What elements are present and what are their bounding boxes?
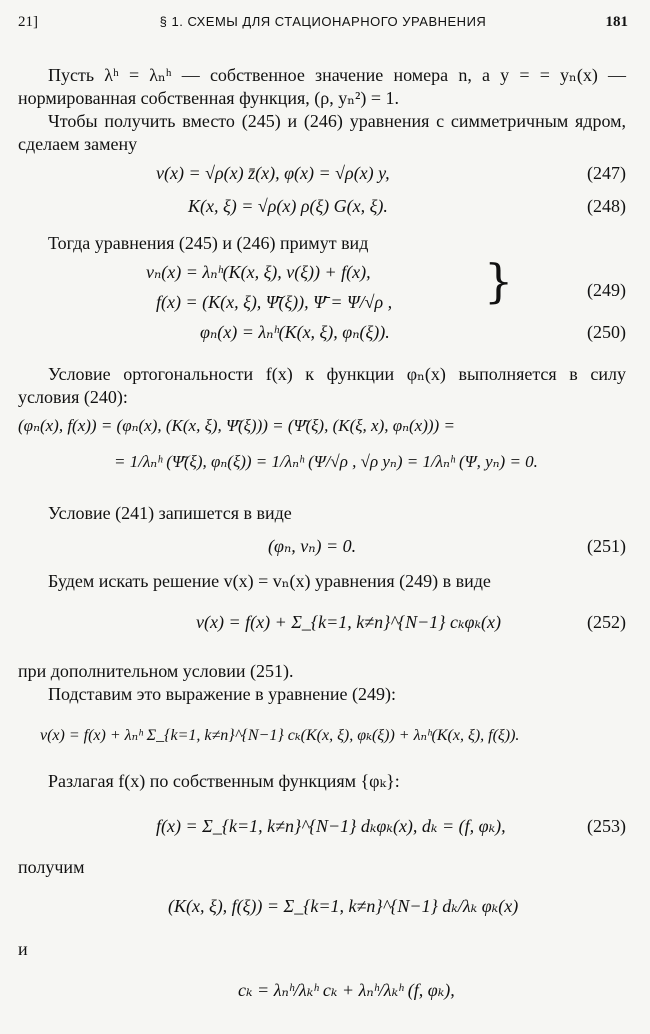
equation-body: f(x) = (K(x, ξ), Ψ̄(ξ)), Ψ̄ = Ψ/√ρ ,	[156, 292, 393, 312]
equation-body: (K(x, ξ), f(ξ)) = Σ_{k=1, k≠n}^{N−1} dₖ/λₖ φₖ(x)	[168, 896, 519, 916]
equation-number: (251)	[587, 536, 626, 556]
brace: }	[484, 254, 514, 308]
paragraph-condition-241: Условие (241) запишется в виде	[48, 503, 292, 523]
equation-body: cₖ = λₙʰ/λₖʰ cₖ + λₙʰ/λₖʰ (f, φₖ),	[238, 980, 455, 1000]
paragraph-orthogonality: Условие ортогональности f(x) к функции φₙ(x) выполняется в силу условия (240):	[18, 364, 626, 407]
equation-253	[18, 816, 626, 842]
equation-body: vₙ(x) = λₙʰ(K(x, ξ), v(ξ)) + f(x),	[146, 262, 371, 282]
equation-substituted	[18, 725, 626, 751]
paragraph-eigenvalue: Пусть λʰ = λₙʰ — собственное значение номера n, а y = = yₙ(x) — нормированная собственная функция, (ρ, yₙ²) = 1.	[18, 65, 626, 108]
paragraph-substitution: Чтобы получить вместо (245) и (246) уравнения с симметричным ядром, сделаем замену	[18, 111, 626, 154]
paragraph-then: Тогда уравнения (245) и (246) примут вид	[48, 233, 369, 253]
equation-number: (252)	[587, 612, 626, 632]
equation-249-number	[18, 280, 626, 306]
section-ref: 21]	[18, 14, 38, 30]
equation-body: (φₙ, vₙ) = 0.	[268, 536, 357, 556]
equation-body: v(x) = f(x) + Σ_{k=1, k≠n}^{N−1} cₖφₖ(x)	[196, 612, 502, 632]
page-number: 181	[605, 14, 628, 30]
equation-coefficients	[18, 980, 626, 1006]
equation-number: (248)	[587, 196, 626, 216]
paragraph-additional-condition: при дополнительном условии (251).	[18, 661, 294, 681]
equation-orth-line1	[18, 416, 626, 442]
equation-body: (φₙ(x), f(x)) = (φₙ(x), (K(x, ξ), Ψ̄(ξ))) = (Ψ̄(ξ), (K(ξ, x), φₙ(x))) =	[18, 416, 455, 435]
equation-body: φₙ(x) = λₙʰ(K(x, ξ), φₙ(ξ)).	[200, 322, 390, 342]
equation-number: (253)	[587, 816, 626, 836]
paragraph-obtain: получим	[18, 857, 85, 877]
equation-250	[18, 322, 626, 348]
equation-body: f(x) = Σ_{k=1, k≠n}^{N−1} dₖφₖ(x), dₖ = (f, φₖ),	[156, 816, 506, 836]
equation-247	[18, 163, 626, 189]
paragraph-substitute: Подставим это выражение в уравнение (249):	[48, 684, 396, 704]
paragraph-expand: Разлагая f(x) по собственным функциям {φₖ}:	[48, 771, 400, 791]
equation-body: K(x, ξ) = √ρ(x) ρ(ξ) G(x, ξ).	[188, 196, 388, 216]
running-title: § 1. СХЕМЫ ДЛЯ СТАЦИОНАРНОГО УРАВНЕНИЯ	[159, 14, 487, 29]
equation-kernel-expansion	[18, 896, 626, 922]
equation-number: (250)	[587, 322, 626, 342]
equation-number: (249)	[587, 280, 626, 300]
equation-body: = 1/λₙʰ (Ψ̄(ξ), φₙ(ξ)) = 1/λₙʰ (Ψ/√ρ , √ρ yₙ) = 1/λₙʰ (Ψ, yₙ) = 0.	[114, 452, 538, 471]
equation-251	[18, 536, 626, 562]
running-header	[18, 14, 628, 38]
paragraph-and: и	[18, 939, 28, 959]
equation-body: v(x) = f(x) + λₙʰ Σ_{k=1, k≠n}^{N−1} cₖ(K(x, ξ), φₖ(ξ)) + λₙʰ(K(x, ξ), f(ξ)).	[40, 727, 520, 744]
equation-252	[18, 612, 626, 638]
equation-number: (247)	[587, 163, 626, 183]
equation-248	[18, 196, 626, 222]
paragraph-seek-solution: Будем искать решение v(x) = vₙ(x) уравнения (249) в виде	[48, 571, 491, 591]
equation-body: v(x) = √ρ(x) z̄(x), φ(x) = √ρ(x) y,	[156, 163, 390, 183]
equation-orth-line2	[18, 452, 626, 478]
